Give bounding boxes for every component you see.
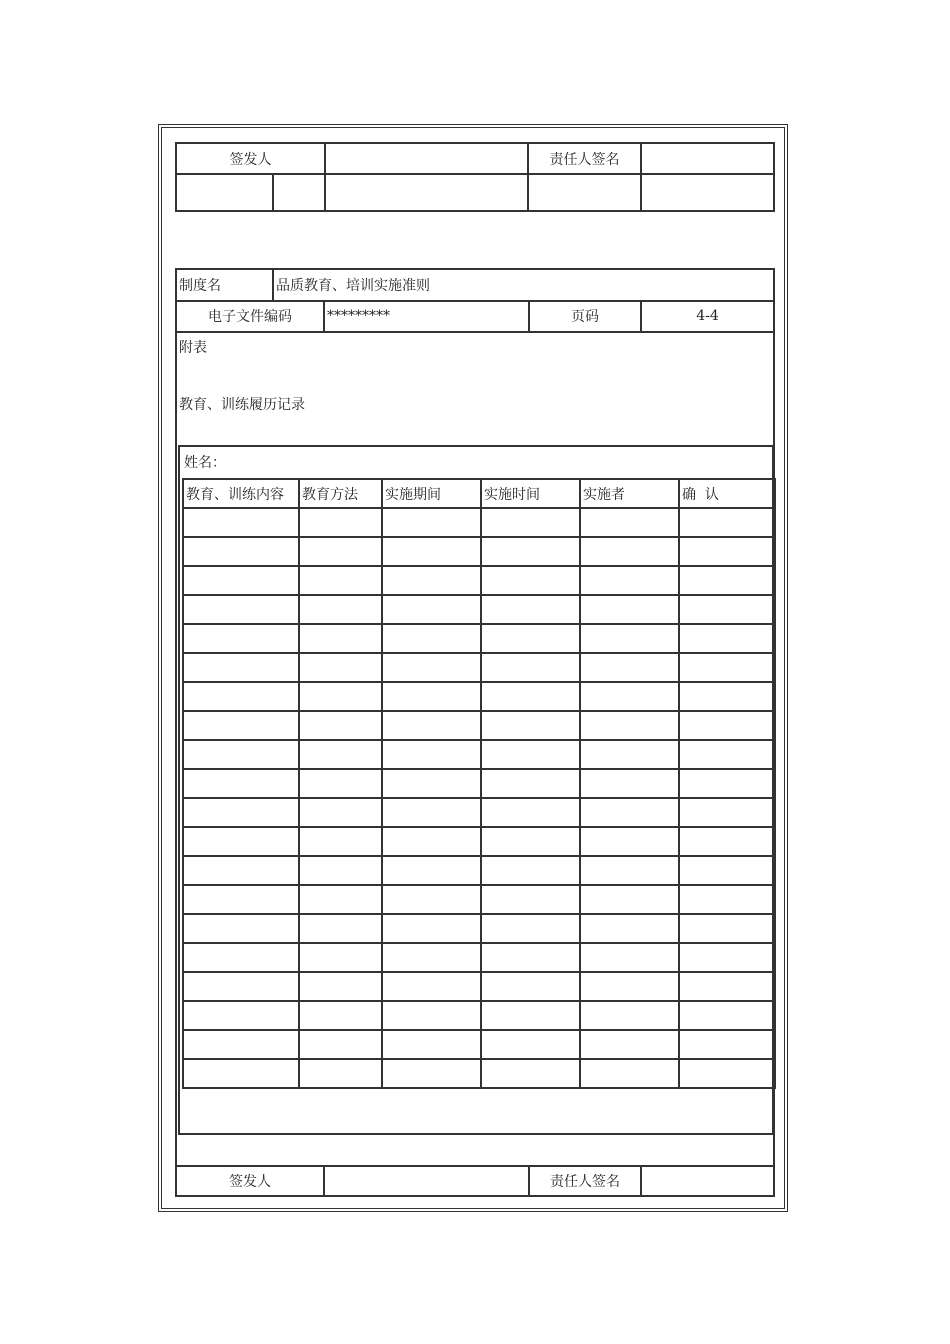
top-responsible-field[interactable] — [642, 144, 773, 173]
table-row — [183, 740, 775, 769]
record-cell[interactable] — [580, 508, 679, 537]
record-cell[interactable] — [382, 885, 481, 914]
record-cell[interactable] — [382, 711, 481, 740]
record-cell[interactable] — [580, 769, 679, 798]
record-cell[interactable] — [299, 740, 382, 769]
record-cell[interactable] — [382, 653, 481, 682]
record-cell[interactable] — [382, 1001, 481, 1030]
record-cell[interactable] — [580, 914, 679, 943]
table-row — [183, 798, 775, 827]
record-cell[interactable] — [299, 566, 382, 595]
record-cell[interactable] — [299, 682, 382, 711]
record-cell[interactable] — [183, 1001, 299, 1030]
column-header: 实施者 — [580, 479, 679, 508]
record-cell[interactable] — [183, 972, 299, 1001]
table-row — [183, 827, 775, 856]
column-header: 教育、训练内容 — [183, 479, 299, 508]
table-row — [183, 711, 775, 740]
record-cell[interactable] — [679, 537, 775, 566]
record-cell[interactable] — [481, 798, 580, 827]
record-cell[interactable] — [481, 1059, 580, 1088]
record-cell[interactable] — [183, 740, 299, 769]
record-cell[interactable] — [679, 1001, 775, 1030]
record-cell[interactable] — [299, 711, 382, 740]
record-cell[interactable] — [679, 885, 775, 914]
record-cell[interactable] — [299, 1059, 382, 1088]
table-row — [183, 914, 775, 943]
record-cell[interactable] — [382, 769, 481, 798]
record-cell[interactable] — [679, 943, 775, 972]
record-cell[interactable] — [481, 1030, 580, 1059]
record-cell[interactable] — [481, 972, 580, 1001]
bottom-responsible-label: 责任人签名 — [550, 1174, 620, 1190]
record-cell[interactable] — [580, 537, 679, 566]
table-row — [183, 595, 775, 624]
record-cell[interactable] — [299, 943, 382, 972]
record-cell[interactable] — [481, 653, 580, 682]
training-record-table — [178, 445, 774, 1135]
record-cell[interactable] — [481, 624, 580, 653]
record-cell[interactable] — [481, 1001, 580, 1030]
record-cell[interactable] — [679, 1059, 775, 1088]
table-row — [183, 1030, 775, 1059]
record-cell[interactable] — [183, 798, 299, 827]
record-cell[interactable] — [679, 653, 775, 682]
record-grid — [182, 478, 776, 1089]
column-header: 确 认 — [679, 479, 775, 508]
record-cell[interactable] — [382, 595, 481, 624]
record-cell[interactable] — [580, 653, 679, 682]
record-cell[interactable] — [382, 624, 481, 653]
record-cell[interactable] — [580, 943, 679, 972]
record-cell[interactable] — [382, 537, 481, 566]
record-cell[interactable] — [299, 624, 382, 653]
record-cell[interactable] — [580, 856, 679, 885]
record-cell[interactable] — [481, 682, 580, 711]
record-cell[interactable] — [580, 624, 679, 653]
bottom-responsible-field[interactable] — [642, 1167, 773, 1195]
file-code-value: ********* — [327, 308, 390, 324]
file-code-label: 电子文件编码 — [208, 309, 292, 325]
record-cell[interactable] — [679, 682, 775, 711]
record-cell[interactable] — [580, 798, 679, 827]
record-cell[interactable] — [481, 856, 580, 885]
record-cell[interactable] — [183, 537, 299, 566]
record-cell[interactable] — [299, 885, 382, 914]
page-value: 4-4 — [696, 308, 719, 324]
attachment-label: 附表 — [179, 340, 207, 356]
record-cell[interactable] — [481, 769, 580, 798]
record-cell[interactable] — [679, 711, 775, 740]
record-cell[interactable] — [183, 769, 299, 798]
record-cell[interactable] — [580, 711, 679, 740]
record-cell[interactable] — [580, 1001, 679, 1030]
table-row — [183, 682, 775, 711]
table-row — [183, 1059, 775, 1088]
record-cell[interactable] — [580, 885, 679, 914]
record-cell[interactable] — [580, 566, 679, 595]
record-cell[interactable] — [299, 508, 382, 537]
record-cell[interactable] — [382, 566, 481, 595]
table-row — [183, 885, 775, 914]
record-cell[interactable] — [580, 972, 679, 1001]
record-cell[interactable] — [183, 682, 299, 711]
record-cell[interactable] — [580, 827, 679, 856]
record-cell[interactable] — [299, 595, 382, 624]
record-cell[interactable] — [299, 798, 382, 827]
record-cell[interactable] — [382, 682, 481, 711]
record-cell[interactable] — [679, 508, 775, 537]
system-name-value: 品质教育、培训实施准则 — [276, 278, 430, 294]
record-cell[interactable] — [299, 653, 382, 682]
record-header-row — [183, 479, 775, 508]
record-cell[interactable] — [679, 914, 775, 943]
record-cell[interactable] — [382, 1030, 481, 1059]
top-signature-table — [175, 142, 775, 212]
record-cell[interactable] — [299, 972, 382, 1001]
record-cell[interactable] — [580, 740, 679, 769]
record-cell[interactable] — [481, 914, 580, 943]
record-cell[interactable] — [679, 798, 775, 827]
record-cell[interactable] — [183, 1059, 299, 1088]
top-issuer-field[interactable] — [326, 144, 527, 173]
record-cell[interactable] — [481, 595, 580, 624]
record-cell[interactable] — [183, 856, 299, 885]
record-cell[interactable] — [299, 1030, 382, 1059]
table-row — [183, 508, 775, 537]
name-label: 姓名： — [184, 455, 226, 471]
page-label: 页码 — [571, 309, 599, 325]
record-cell[interactable] — [679, 624, 775, 653]
table-row — [183, 1001, 775, 1030]
record-cell[interactable] — [382, 972, 481, 1001]
record-cell[interactable] — [299, 537, 382, 566]
top-responsible-label: 责任人签名 — [549, 151, 620, 168]
record-cell[interactable] — [382, 1059, 481, 1088]
column-header: 实施期间 — [382, 479, 481, 508]
record-cell[interactable] — [679, 972, 775, 1001]
table-row — [183, 769, 775, 798]
record-cell[interactable] — [580, 595, 679, 624]
record-cell[interactable] — [679, 827, 775, 856]
record-cell[interactable] — [679, 595, 775, 624]
record-cell[interactable] — [382, 508, 481, 537]
attachment-title: 教育、训练履历记录 — [179, 397, 305, 413]
record-cell[interactable] — [382, 943, 481, 972]
record-cell[interactable] — [481, 508, 580, 537]
record-cell[interactable] — [183, 508, 299, 537]
record-cell[interactable] — [679, 740, 775, 769]
record-cell[interactable] — [183, 624, 299, 653]
record-cell[interactable] — [183, 885, 299, 914]
table-row — [183, 537, 775, 566]
record-cell[interactable] — [299, 914, 382, 943]
record-cell[interactable] — [299, 1001, 382, 1030]
record-cell[interactable] — [183, 653, 299, 682]
record-cell[interactable] — [183, 566, 299, 595]
table-row — [183, 943, 775, 972]
record-cell[interactable] — [679, 566, 775, 595]
record-cell[interactable] — [679, 856, 775, 885]
column-header: 实施时间 — [481, 479, 580, 508]
record-cell[interactable] — [299, 827, 382, 856]
record-cell[interactable] — [481, 566, 580, 595]
record-cell[interactable] — [382, 856, 481, 885]
record-cell[interactable] — [481, 711, 580, 740]
record-cell[interactable] — [679, 1030, 775, 1059]
table-row — [183, 972, 775, 1001]
record-cell[interactable] — [183, 1030, 299, 1059]
record-cell[interactable] — [382, 827, 481, 856]
record-cell[interactable] — [382, 914, 481, 943]
record-cell[interactable] — [580, 682, 679, 711]
bottom-issuer-label: 签发人 — [229, 1174, 271, 1190]
column-header: 教育方法 — [299, 479, 382, 508]
record-cell[interactable] — [580, 1030, 679, 1059]
record-cell[interactable] — [183, 827, 299, 856]
record-cell[interactable] — [481, 537, 580, 566]
main-table — [175, 268, 775, 1197]
record-cell[interactable] — [299, 769, 382, 798]
record-cell[interactable] — [183, 711, 299, 740]
table-row — [183, 566, 775, 595]
system-name-label: 制度名 — [179, 278, 221, 294]
record-cell[interactable] — [183, 595, 299, 624]
record-cell[interactable] — [299, 856, 382, 885]
record-cell[interactable] — [382, 740, 481, 769]
record-cell[interactable] — [183, 943, 299, 972]
top-issuer-label: 签发人 — [229, 151, 272, 168]
record-cell[interactable] — [481, 885, 580, 914]
table-row — [183, 856, 775, 885]
record-cell[interactable] — [382, 798, 481, 827]
record-cell[interactable] — [679, 769, 775, 798]
record-cell[interactable] — [481, 827, 580, 856]
table-row — [183, 624, 775, 653]
record-cell[interactable] — [183, 914, 299, 943]
record-cell[interactable] — [481, 740, 580, 769]
table-row — [183, 653, 775, 682]
record-cell[interactable] — [481, 943, 580, 972]
bottom-issuer-field[interactable] — [325, 1167, 528, 1195]
record-cell[interactable] — [580, 1059, 679, 1088]
